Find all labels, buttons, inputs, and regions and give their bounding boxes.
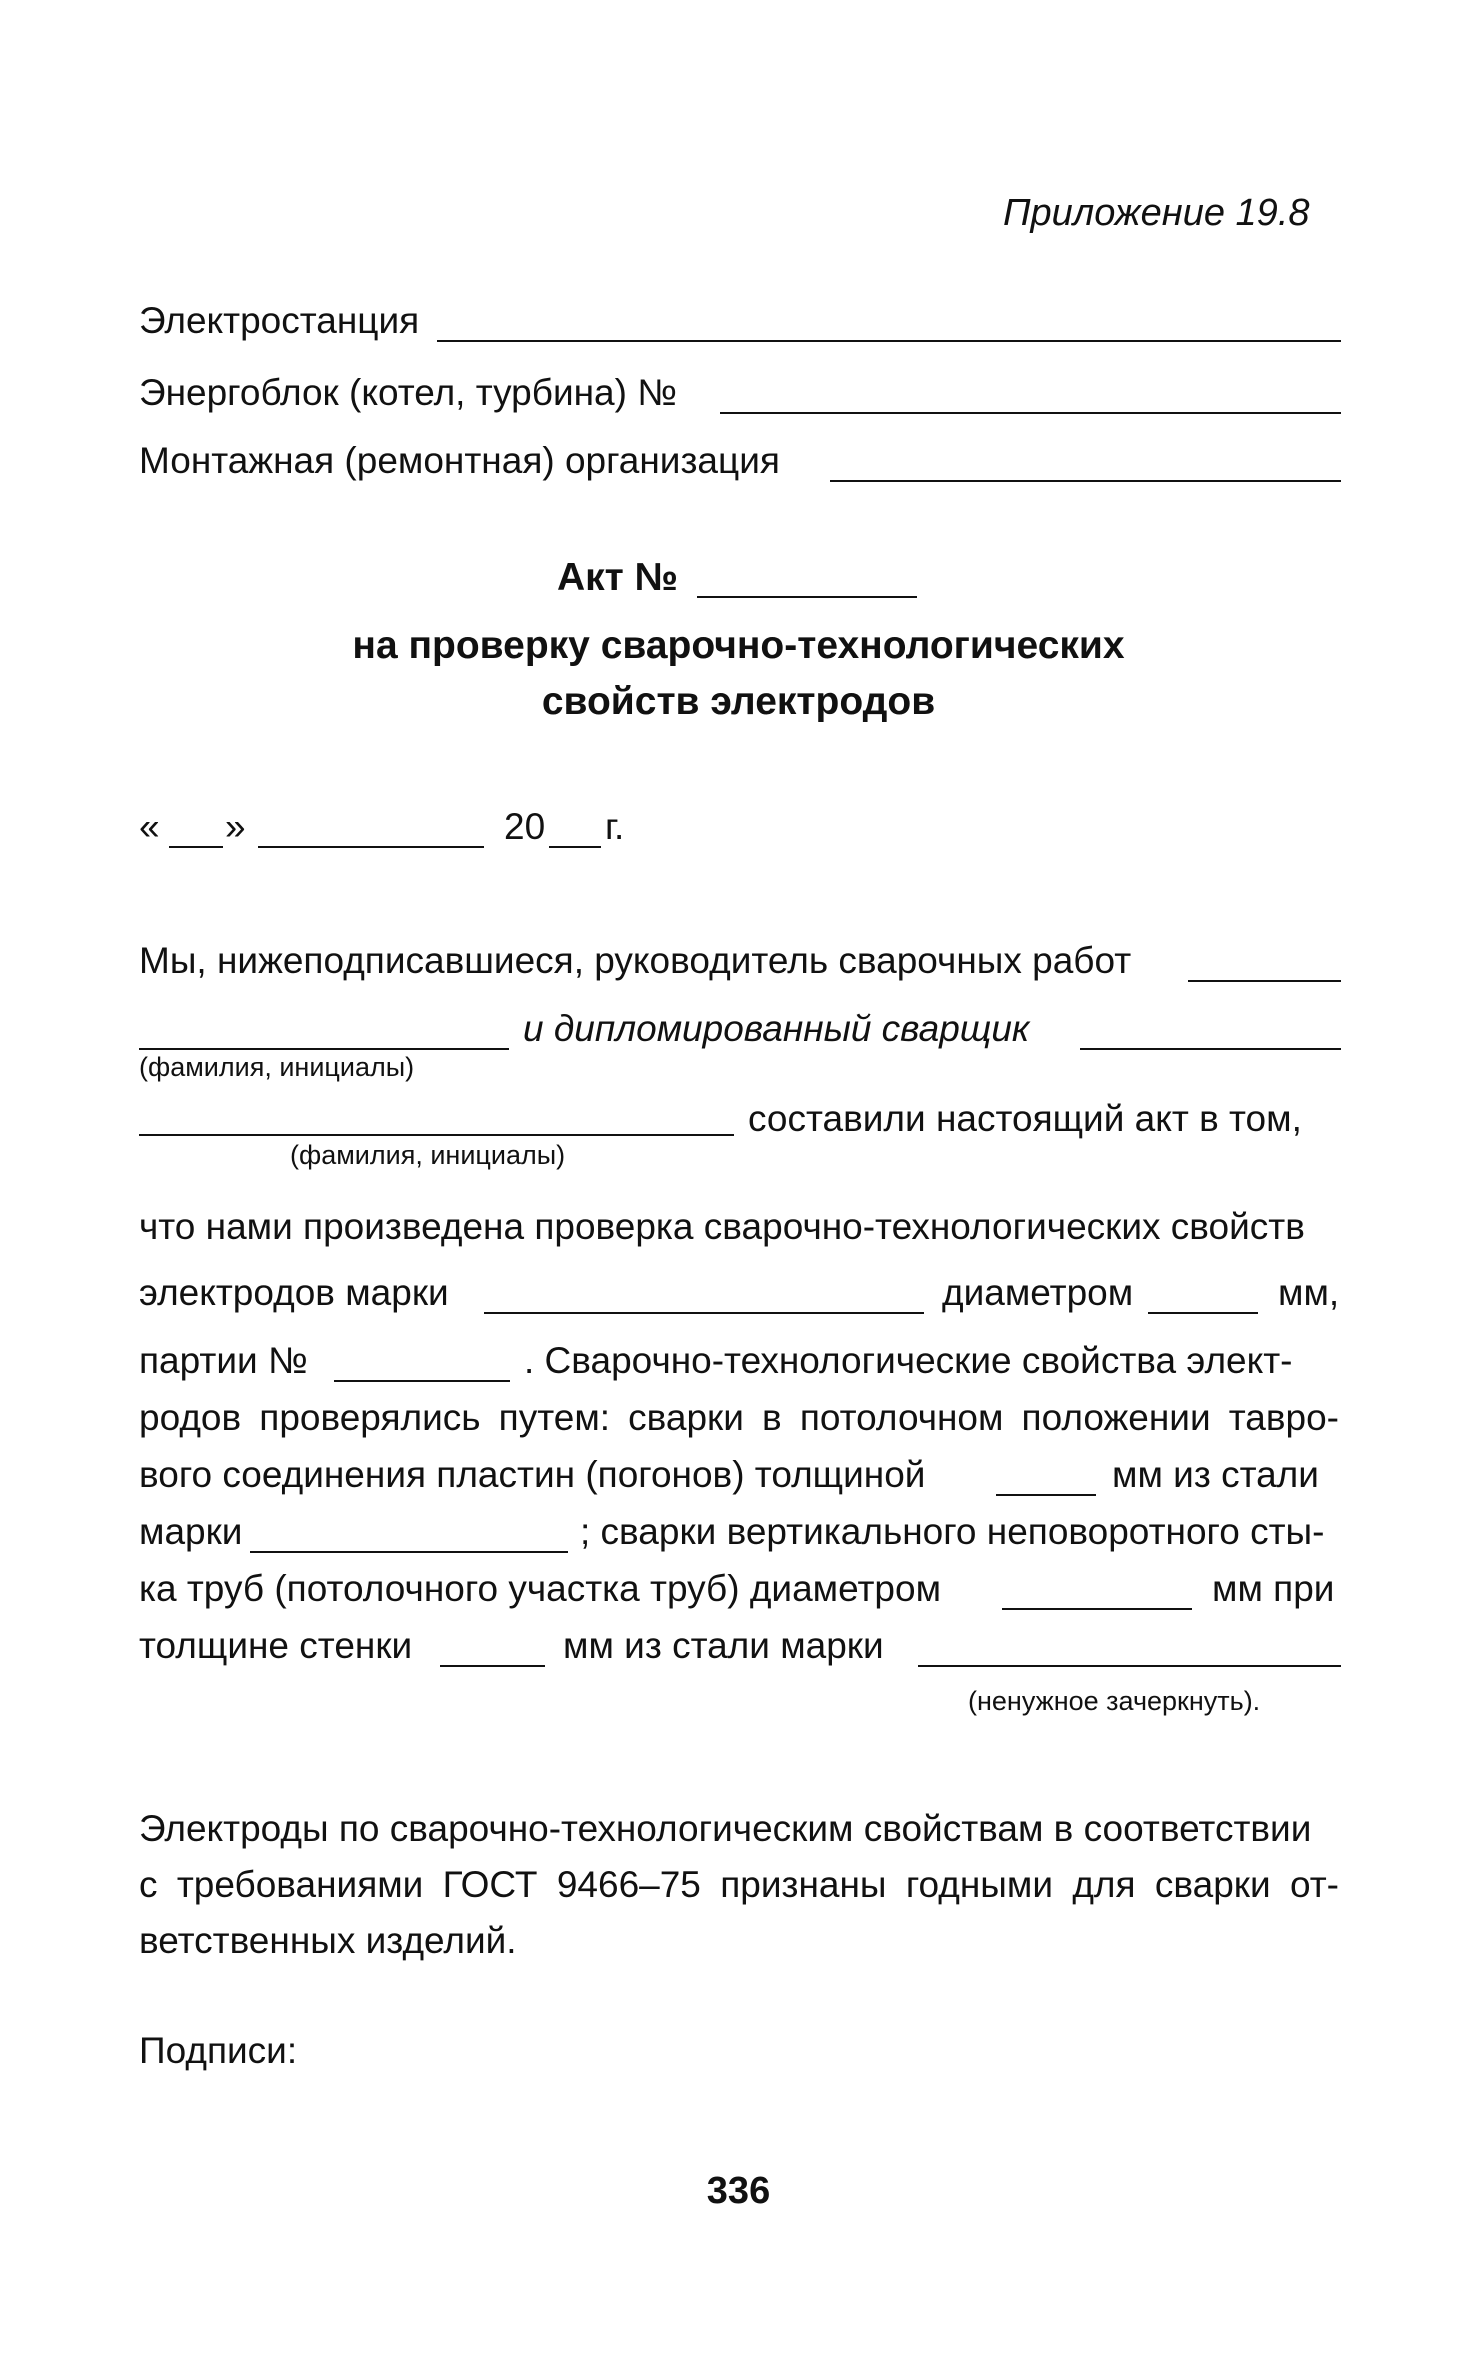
date-open-quote: « [139,806,160,847]
welder-field[interactable] [1080,1048,1341,1050]
and-welder-text: и дипломированный сварщик [523,1008,1030,1049]
supervisor-field[interactable] [1188,980,1341,982]
unit-number-field[interactable] [720,412,1341,414]
plate-steel-brand-field[interactable] [250,1551,568,1553]
electrodes-brand-label: электродов марки [139,1272,449,1313]
wall-thickness-field[interactable] [440,1665,545,1667]
vertical-weld-text: ; сварки вертикального неповоротного сты- [580,1511,1325,1552]
signatures-label: Подписи: [139,2030,298,2071]
conclusion-line1: Электроды по сварочно-технологическим свойствам в соответствии [139,1808,1312,1849]
act-subtitle-line1: на проверку сварочно-технологических [352,624,1125,667]
date-year-suffix: г. [605,806,625,847]
batch-label: партии № [139,1340,308,1381]
plate-thickness-field[interactable] [996,1494,1096,1496]
wall-thickness-label: толщине стенки [139,1625,413,1666]
name-caption-2: (фамилия, инициалы) [290,1140,566,1170]
we-signed-text: Мы, нижеподписавшиеся, руководитель сварочных работ [139,940,1132,981]
compiled-text: составили настоящий акт в том, [748,1098,1302,1139]
rods-checked-line: родов проверялись путем: сварки в потолочном положении тавро- [139,1397,1339,1438]
conclusion-line2: с требованиями ГОСТ 9466–75 признаны годными для сварки от- [139,1864,1339,1905]
name-caption-1: (фамилия, инициалы) [139,1052,415,1082]
check-done-text: что нами произведена проверка сварочно-технологических свойств [139,1206,1305,1247]
diameter-label: диаметром [942,1272,1134,1313]
page-number: 336 [706,2170,771,2212]
brand-label: марки [139,1511,243,1552]
appendix-label: Приложение 19.8 [1003,192,1310,234]
mm-from-steel-label: мм из стали [1112,1454,1319,1495]
station-label: Электростанция [139,300,420,341]
electrode-diameter-field[interactable] [1148,1312,1258,1314]
pipe-joint-text: ка труб (потолочного участка труб) диаметром [139,1568,942,1609]
welder-name-field[interactable] [139,1134,734,1136]
props-checked-text: . Сварочно-технологические свойства элект- [524,1340,1293,1381]
date-month-field[interactable] [258,846,484,848]
organization-label: Монтажная (ремонтная) организация [139,440,780,481]
pipe-steel-brand-field[interactable] [918,1665,1341,1667]
date-day-field[interactable] [169,846,223,848]
joint-thickness-text: вого соединения пластин (погонов) толщиной [139,1454,926,1495]
mm-steel-brand-label: мм из стали марки [563,1625,884,1666]
station-field[interactable] [437,340,1341,342]
electrode-brand-field[interactable] [484,1312,924,1314]
supervisor-name-field[interactable] [139,1048,509,1050]
strike-note: (ненужное зачеркнуть). [968,1686,1261,1716]
act-subtitle-line2: свойств электродов [541,680,936,723]
mm-comma-label: мм, [1278,1272,1340,1313]
act-number-field[interactable] [697,596,917,598]
unit-label: Энергоблок (котел, турбина) № [139,372,677,413]
pipe-diameter-field[interactable] [1002,1608,1192,1610]
date-year-prefix: 20 [504,806,546,847]
organization-field[interactable] [830,480,1341,482]
batch-number-field[interactable] [334,1380,510,1382]
date-close-quote: » [225,806,246,847]
conclusion-line3: ветственных изделий. [139,1920,517,1961]
mm-at-label: мм при [1212,1568,1335,1609]
date-year-field[interactable] [549,846,601,848]
act-title: Акт № [557,556,679,599]
